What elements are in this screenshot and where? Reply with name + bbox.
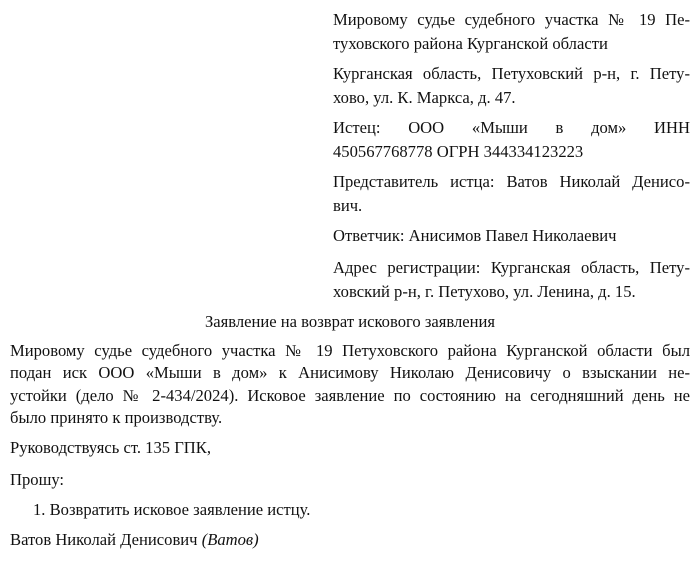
paragraph-line-2: подан иск ООО «Мыши в дом» к Анисимову Николаю Денисовичу о взыскании не- xyxy=(10,363,690,382)
request-item-1: 1. Возвратить исковое заявление истцу. xyxy=(33,500,311,519)
basis-line: Руководствуясь ст. 135 ГПК, xyxy=(10,438,212,457)
court-address-line-1: Курганская область, Петуховский р-н, г. Пету- xyxy=(333,64,690,83)
request-line: Прошу: xyxy=(10,470,65,489)
paragraph-line-3: устойки (дело № 2-434/2024). Исковое заявление по состоянию на сегодняшний день не xyxy=(10,386,690,405)
representative-line-1: Представитель истца: Ватов Николай Денисо- xyxy=(333,172,690,191)
signature-name: Ватов Николай Денисович xyxy=(10,530,198,549)
plaintiff-line-1: Истец: ООО «Мыши в дом» ИНН xyxy=(333,118,690,137)
paragraph-line-1: Мировому судье судебного участка № 19 Петуховского района Курганской области был xyxy=(10,341,690,360)
document-title: Заявление на возврат искового заявления xyxy=(204,312,496,331)
recipient-line-1: Мировому судье судебного участка № 19 Пе- xyxy=(333,10,690,29)
paragraph-line-4: было принято к производству. xyxy=(10,408,223,427)
signature xyxy=(10,530,690,550)
registration-line-2: ховский р-н, г. Петухово, ул. Ленина, д. 15. xyxy=(333,282,636,301)
recipient-line-2: туховского района Курганской области xyxy=(333,34,608,53)
plaintiff-line-2: 450567768778 ОГРН 344334123223 xyxy=(333,142,584,161)
defendant-line: Ответчик: Анисимов Павел Николаевич xyxy=(333,226,617,245)
signature-mark: (Ватов) xyxy=(201,530,259,549)
representative-line-2: вич. xyxy=(333,196,363,215)
court-address-line-2: хово, ул. К. Маркса, д. 47. xyxy=(333,88,516,107)
registration-line-1: Адрес регистрации: Курганская область, Пету- xyxy=(333,258,690,277)
